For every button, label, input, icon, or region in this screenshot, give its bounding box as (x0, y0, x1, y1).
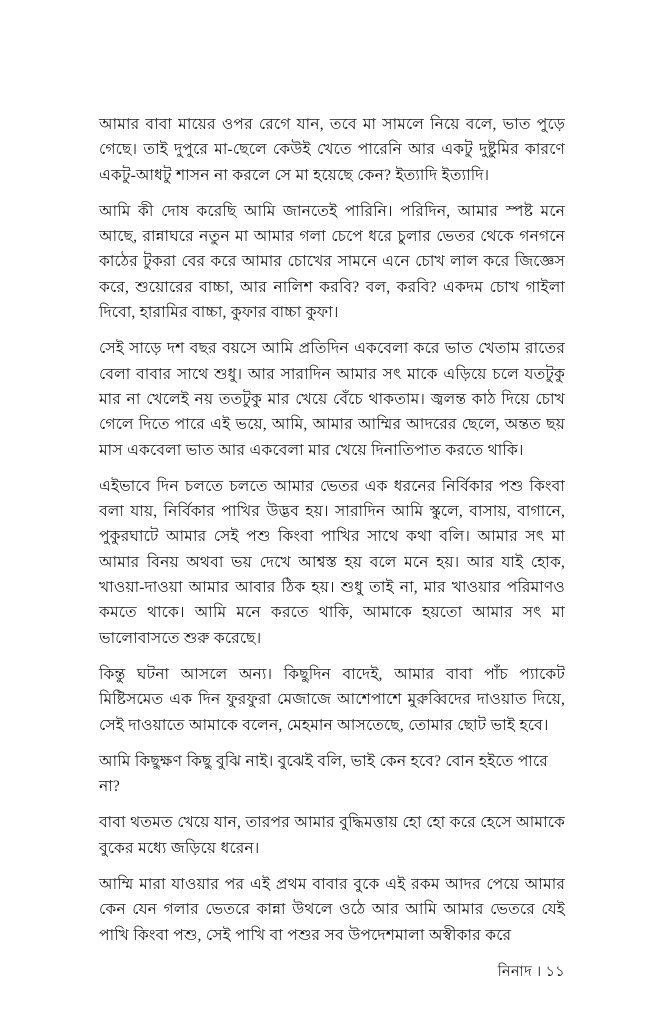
body-paragraph-7: বাবা থতমত খেয়ে যান, তারপর আমার বুদ্ধিমত্তায় হো হো করে হেসে আমাকে বুকের মধ্যে জড়িয়ে ধরেন। (99, 814, 565, 857)
body-paragraph-2: আমি কী দোষ করেছি আমি জানতেই পারিনি। পরিদিন, আমার স্পষ্ট মনে আছে, রান্নাঘরে নতুন মা আমার গলা চেপে ধরে চুলার ভেতর থেকে গনগনে কাঠের টুকরা বের করে আমার চোখের সামনে এনে চোখ লাল করে জিজ্ঞেস করে, শুয়োরের বাচ্চা, আর নালিশ করবি? বল, করবি? একদম চোখ গাইলা দিবো, হারামির বাচ্চা, কুফার বাচ্চা কুফা। (99, 202, 565, 322)
body-paragraph-3: সেই সাড়ে দশ বছর বয়সে আমি প্রতিদিন একবেলা করে ভাত খেতাম রাতের বেলা বাবার সাথে শুধু। আর সারাদিন আমার সৎ মাকে এড়িয়ে চলে যতটুকু মার না খেলেই নয় ততটুকু মার খেয়ে বেঁচে থাকতাম। জ্বলন্ত কাঠ দিয়ে চোখ গেলে দিতে পারে এই ভয়ে, আমি, আমার আম্মির আদরের ছেলে, অন্তত ছয় মাস একবেলা ভাত আর একবেলা মার খেয়ে দিনাতিপাত করতে থাকি। (99, 340, 565, 459)
body-paragraph-1: আমার বাবা মায়ের ওপর রেগে যান, তবে মা সামলে নিয়ে বলে, ভাত পুড়ে গেছে। তাই দুপুরে মা-ছেলে কেউই খেতে পারেনি আর একটু দুষ্টুমির কারণে একটু-আধটু শাসন না করলে সে মা হয়েছে কেন? ইত্যাদি ইত্যাদি। (99, 116, 565, 184)
footer-book-title-and-page-number: নিনাদ । ১১ (497, 964, 565, 980)
body-paragraph-5: কিন্তু ঘটনা আসলে অন্য। কিছুদিন বাদেই, আমার বাবা পাঁচ প্যাকেট মিষ্টিসমেত এক দিন ফুরফুরা মেজাজে আশেপাশে মুরুব্বিদের দাওয়াত দিয়ে, সেই দাওয়াতে আমাকে বলেন, মেহমান আসতেছে, তোমার ছোট ভাই হবে। (99, 665, 565, 734)
page-footer (99, 962, 565, 982)
body-paragraph-8: আম্মি মারা যাওয়ার পর এই প্রথম বাবার বুকে এই রকম আদর পেয়ে আমার কেন যেন গলার ভেতরে কান্না উথলে ওঠে আর আমি আমার ভেতরে যেই পাখি কিংবা পশু, সেই পাখি বা পশুর সব উপদেশমালা অস্বীকার করে (99, 876, 565, 944)
body-paragraph-6: আমি কিছুক্ষণ কিছু বুঝি নাই। বুঝেই বলি, ভাই কেন হবে? বোন হইতে পারে না? (99, 752, 548, 796)
body-paragraph-4: এইভাবে দিন চলতে চলতে আমার ভেতর এক ধরনের নির্বিকার পশু কিংবা বলা যায়, নির্বিকার পাখির উদ্ভব হয়। সারাদিন আমি স্কুলে, বাসায়, বাগানে, পুকুরঘাটে আমার সেই পশু কিংবা পাখির সাথে কথা বলি। আমার সৎ মা আমার বিনয় অথবা ভয় দেখে আশ্বস্ত হয় বলে মনে হয়। আর যাই হোক, খাওয়া-দাওয়া আমার আবার ঠিক হয়। শুধু তাই না, মার খাওয়ার পরিমাণও কমতে থাকে। আমি মনে করতে থাকি, আমাকে হয়তো আমার সৎ মা ভালোবাসতে শুরু করেছে। (99, 477, 565, 647)
page-text-body (99, 112, 565, 948)
